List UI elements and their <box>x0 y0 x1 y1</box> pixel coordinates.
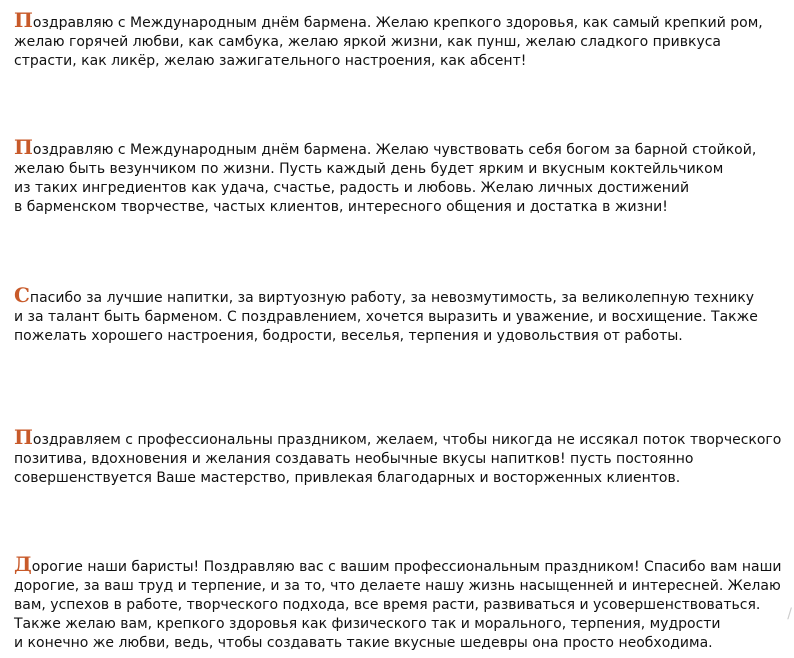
greeting-2 <box>14 135 789 217</box>
greeting-line: и конечно же любви, ведь, чтобы создавать такие вкусные шедевры она просто необходима. <box>14 635 713 651</box>
drop-initial: П <box>14 135 33 159</box>
greeting-line: страсти, как ликёр, желаю зажигательного настроения, как абсент! <box>14 53 527 69</box>
greeting-line: в барменском творчестве, частых клиентов, интересного общения и достатка в жизни! <box>14 199 668 215</box>
greeting-line <box>14 283 789 308</box>
greeting-text: орогие наши баристы! Поздравляю вас с вашим профессиональным праздником! Спасибо вам наши <box>31 559 782 575</box>
greeting-line: Также желаю вам, крепкого здоровья как физического так и морального, терпения, мудрости <box>14 616 721 632</box>
greeting-1 <box>14 8 789 71</box>
corner-mark: / <box>787 606 792 622</box>
greeting-line: и за талант быть барменом. С поздравлением, хочется выразить и уважение, и восхищение. Также <box>14 309 758 325</box>
greeting-line: вам, успехов в работе, творческого подхода, все время расти, развиваться и усовершенствоваться. <box>14 597 761 613</box>
drop-initial: П <box>14 425 33 449</box>
greeting-text: оздравляем с профессиональны праздником, желаем, чтобы никогда не иссякал поток творческого <box>32 432 782 448</box>
greeting-line: пожелать хорошего настроения, бодрости, веселья, терпения и удовольствия от работы. <box>14 328 683 344</box>
drop-initial: П <box>14 8 33 32</box>
greeting-line <box>14 8 789 33</box>
greeting-line: совершенствуется Ваше мастерство, привлекая благодарных и восторженных клиентов. <box>14 470 681 486</box>
greeting-line <box>14 135 789 160</box>
greeting-4 <box>14 425 789 488</box>
greeting-line: желаю быть везунчиком по жизни. Пусть каждый день будет ярким и вкусным коктейльчиком <box>14 161 724 177</box>
greeting-line <box>14 425 789 450</box>
greeting-line: дорогие, за ваш труд и терпение, и за то, что делаете нашу жизнь насыщенней и интересней. Желаю <box>14 578 781 594</box>
greeting-line: желаю горячей любви, как самбука, желаю яркой жизни, как пунш, желаю сладкого привкуса <box>14 34 722 50</box>
greeting-line: из таких ингредиентов как удача, счастье, радость и любовь. Желаю личных достижений <box>14 180 690 196</box>
greeting-text: оздравляю с Международным днём бармена. Желаю чувствовать себя богом за барной стойкой, <box>32 142 757 158</box>
greeting-text: пасибо за лучшие напитки, за виртуозную работу, за невозмутимость, за великолепную технику <box>29 290 755 306</box>
greeting-5 <box>14 552 789 653</box>
greeting-text: оздравляю с Международным днём бармена. Желаю крепкого здоровья, как самый крепкий ром, <box>32 15 763 31</box>
drop-initial: С <box>14 283 30 307</box>
greeting-3 <box>14 283 789 346</box>
drop-initial: Д <box>14 552 32 576</box>
greeting-line <box>14 552 789 577</box>
greeting-line: позитива, вдохновения и желания создавать необычные вкусы напитков! пусть постоянно <box>14 451 694 467</box>
